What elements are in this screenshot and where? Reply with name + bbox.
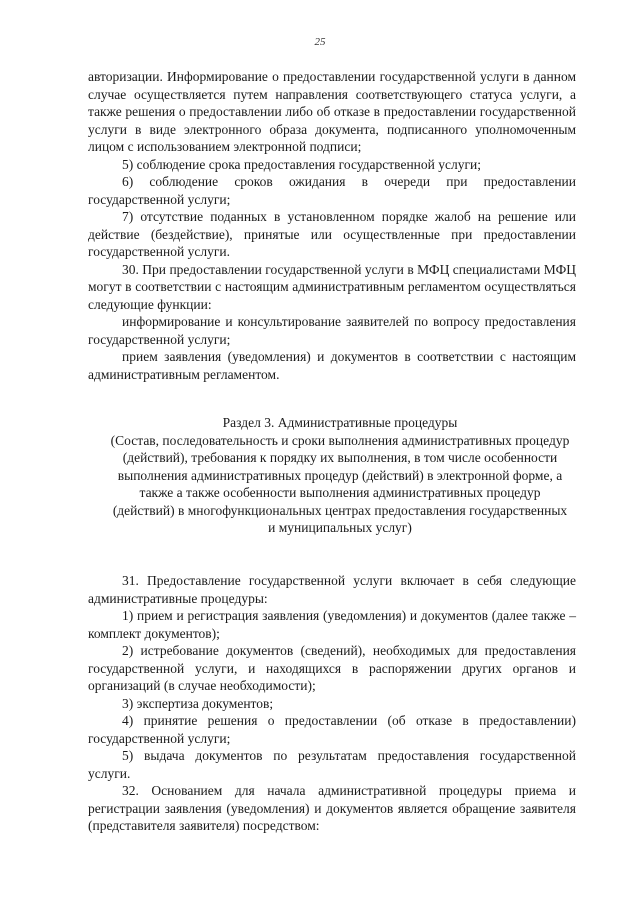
procedure-item-2: 2) истребование документов (сведений), необходимых для предоставления государственной услуги, и находящихся в распоряжении других органов и организаций (в случае необходимости); <box>88 643 576 693</box>
list-item-6: 6) соблюдение сроков ожидания в очереди при предоставлении государственной услуги; <box>88 174 576 207</box>
function-item: информирование и консультирование заявителей по вопросу предоставления государственной услуги; <box>88 314 576 347</box>
paragraph-30: 30. При предоставлении государственной услуги в МФЦ специалистами МФЦ могут в соответствии с настоящим административным регламентом осуществляться следующие функции: <box>88 261 576 312</box>
body-text-top <box>88 68 576 383</box>
list-item-5: 5) соблюдение срока предоставления государственной услуги; <box>122 156 482 172</box>
list-item-7: 7) отсутствие поданных в установленном порядке жалоб на решение или действие (бездействие), принятые или осуществленные при предоставлении государственной услуги. <box>88 209 576 259</box>
function-item: прием заявления (уведомления) и документов в соответствии с настоящим административным регламентом. <box>88 349 576 382</box>
section-heading <box>110 414 570 537</box>
procedure-item-1: 1) прием и регистрация заявления (уведомления) и документов (далее также – комплект документов); <box>88 608 576 641</box>
page-number: 25 <box>314 36 326 48</box>
procedure-item-4: 4) принятие решения о предоставлении (об отказе в предоставлении) государственной услуги; <box>88 713 576 746</box>
paragraph-32: 32. Основанием для начала административной процедуры приема и регистрации заявления (уведомления) и документов является обращение заявителя (представителя заявителя) посредством: <box>88 783 576 833</box>
section-title: Раздел 3. Административные процедуры <box>222 415 458 430</box>
body-text-bottom <box>88 572 576 835</box>
procedure-item-3: 3) экспертиза документов; <box>122 695 274 711</box>
paragraph: авторизации. Информирование о предоставлении государственной услуги в данном случае осуществляется путем направления соответствующего статуса услуги, а также решения о предоставлении либо об отказе в предоставлении государственной услуги в виде электронного образа документа, подписанного уполномоченным лицом с использованием электронной подписи; <box>88 69 576 154</box>
paragraph-31: 31. Предоставление государственной услуги включает в себя следующие административные процедуры: <box>88 573 576 606</box>
section-subtitle: (Состав, последовательность и сроки выполнения административных процедур (действий), требования к порядку их выполнения, в том числе особенности выполнения административных процедур (действий) в электронной форме, а также а также особенности выполнения административных процедур (действий) в многофункциональных центрах предоставления государственных и муниципальных услуг) <box>110 432 570 535</box>
procedure-item-5: 5) выдача документов по результатам предоставления государственной услуги. <box>88 748 576 781</box>
